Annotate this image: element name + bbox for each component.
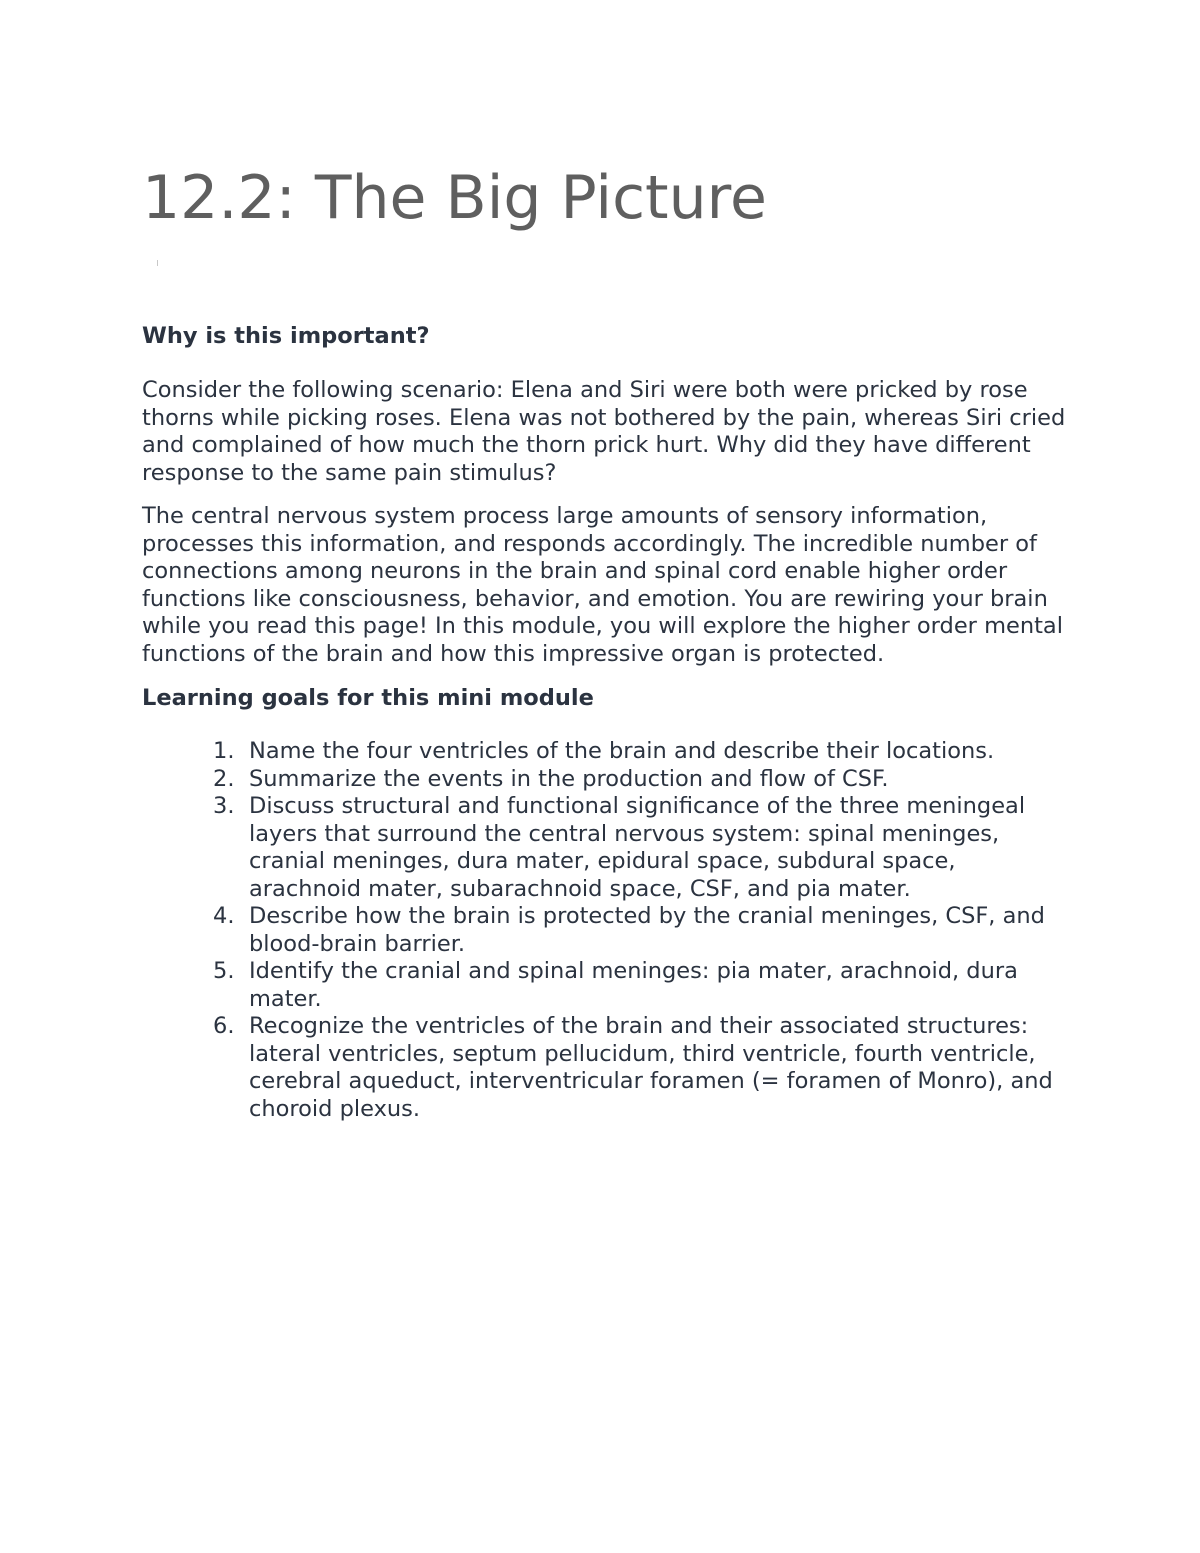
page-title: 12.2: The Big Picture [142, 163, 767, 233]
list-item-number: 3. [213, 793, 235, 819]
list-item-text: Describe how the brain is protected by the cranial meninges, CSF, and blood-brain barrier. [249, 903, 1045, 957]
cns-paragraph: The central nervous system process large amounts of sensory information, processes this information, and responds accordingly. The incredible number of connections among neurons in the brain and spinal cord enable higher order functions like consciousness, behavior, and emotion. You are rewiring your brain while you read this page! In this module, you will explore the higher order mental functions of the brain and how this impressive organ is protected. [142, 503, 1063, 667]
list-item [142, 903, 1072, 958]
list-item [142, 766, 1072, 794]
small-tick-mark [157, 260, 158, 266]
why-heading: Why is this important? [142, 323, 430, 349]
list-item-number: 2. [213, 765, 235, 792]
learning-goals-list [142, 738, 1072, 1123]
list-item [142, 793, 1072, 903]
list-item-number: 4. [213, 903, 235, 929]
list-item [142, 1013, 1072, 1123]
goals-heading: Learning goals for this mini module [142, 685, 594, 711]
list-item-text: Summarize the events in the production and flow of CSF. [249, 765, 889, 792]
list-item-number: 1. [213, 738, 235, 764]
document-body [142, 322, 1072, 1123]
list-item-text: Name the four ventricles of the brain and describe their locations. [249, 738, 995, 764]
list-item-text: Identify the cranial and spinal meninges: pia mater, arachnoid, dura mater. [249, 958, 1018, 1012]
list-item-number: 5. [213, 958, 235, 984]
list-item [142, 738, 1072, 766]
scenario-paragraph: Consider the following scenario: Elena and Siri were both were pricked by rose thorns while picking roses. Elena was not bothered by the pain, whereas Siri cried and complained of how much the thorn prick hurt. Why did they have different response to the same pain stimulus? [142, 377, 1066, 486]
list-item-text: Discuss structural and functional significance of the three meningeal layers that surround the central nervous system: spinal meninges, cranial meninges, dura mater, epidural space, subdural space, arachnoid mater, subarachnoid space, CSF, and pia mater. [249, 793, 1026, 902]
list-item-text: Recognize the ventricles of the brain and their associated structures: lateral ventricles, septum pellucidum, third ventricle, fourth ventricle, cerebral aqueduct, interventricular foramen (= foramen of Monro), and choroid plexus. [249, 1013, 1053, 1122]
list-item-number: 6. [213, 1013, 235, 1039]
list-item [142, 958, 1072, 1013]
